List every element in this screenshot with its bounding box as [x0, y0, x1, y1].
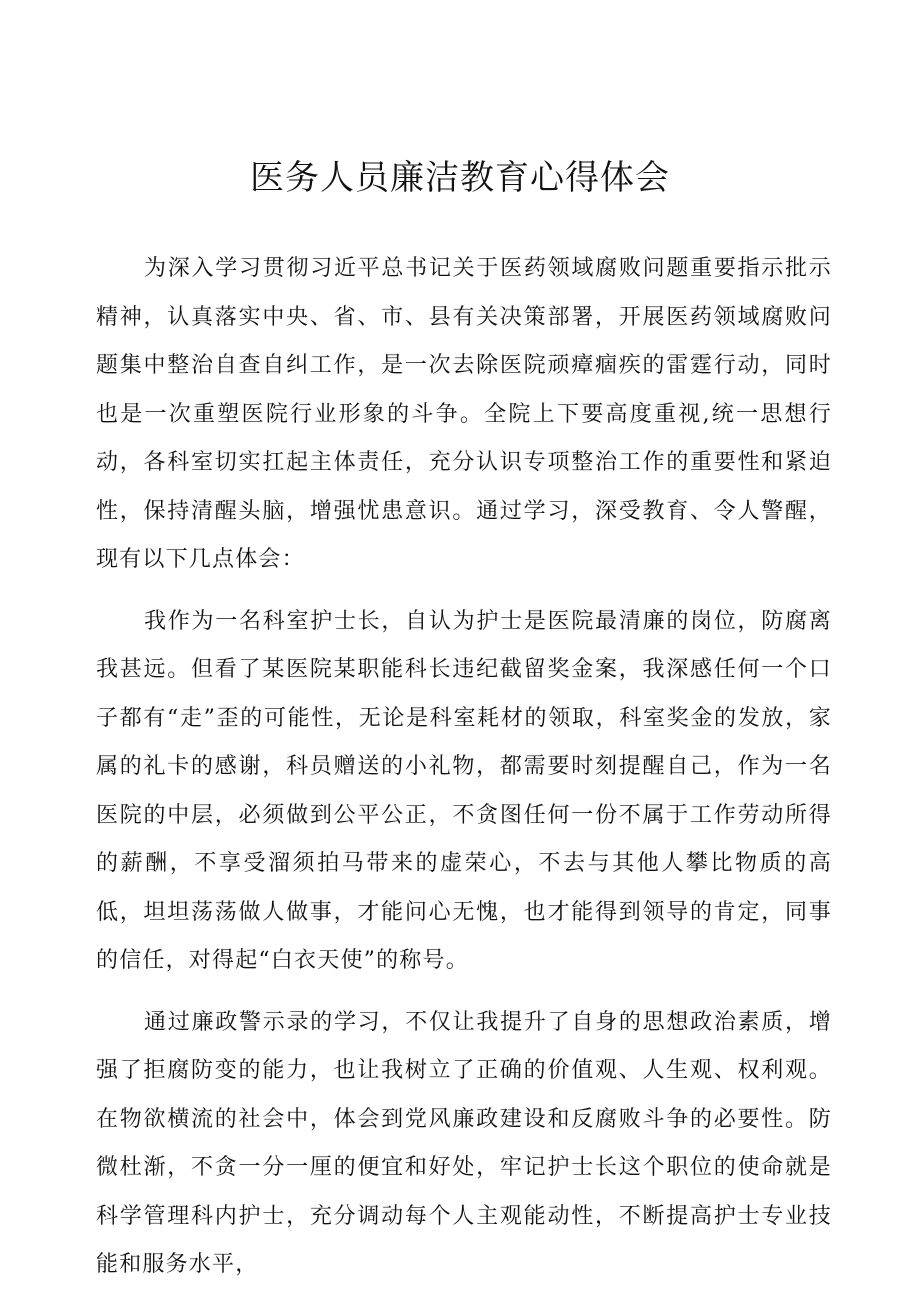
paragraph-3: 通过廉政警示录的学习，不仅让我提升了自身的思想政治素质，增强了拒腐防变的能力，也让我树立了正确的价值观、人生观、权利观。在物欲横流的社会中，体会到党风廉政建设和反腐败斗争的必要性。防微杜渐，不贪一分一厘的便宜和好处，牢记护士长这个职位的使命就是科学管理科内护士，充分调动每个人主观能动性，不断提高护士专业技能和服务水平，: [96, 1009, 832, 1277]
document-title: 医务人员廉洁教育心得体会: [250, 158, 670, 198]
paragraph-2: 我作为一名科室护士长，自认为护士是医院最清廉的岗位，防腐离我甚远。但看了某医院某职能科长违纪截留奖金案，我深感任何一个口子都有“走”歪的可能性，无论是科室耗材的领取，科室奖金的发放，家属的礼卡的感谢，科员赠送的小礼物，都需要时刻提醒自己，作为一名医院的中层，必须做到公平公正，不贪图任何一份不属于工作劳动所得的薪酬，不享受溜须拍马带来的虚荣心，不去与其他人攀比物质的高低，坦坦荡荡做人做事，才能问心无愧，也才能得到领导的肯定，同事的信任，对得起“白衣天使”的称号。: [96, 608, 832, 973]
paragraph-1: 为深入学习贯彻习近平总书记关于医药领域腐败问题重要指示批示精神，认真落实中央、省、市、县有关决策部署，开展医药领域腐败问题集中整治自查自纠工作，是一次去除医院顽瘴痼疾的雷霆行动，同时也是一次重塑医院行业形象的斗争。全院上下要高度重视,统一思想行动，各科室切实扛起主体责任，充分认识专项整治工作的重要性和紧迫性，保持清醒头脑，增强忧患意识。通过学习，深受教育、令人警醒，现有以下几点体会：: [96, 256, 832, 572]
document-body: [96, 245, 832, 1303]
